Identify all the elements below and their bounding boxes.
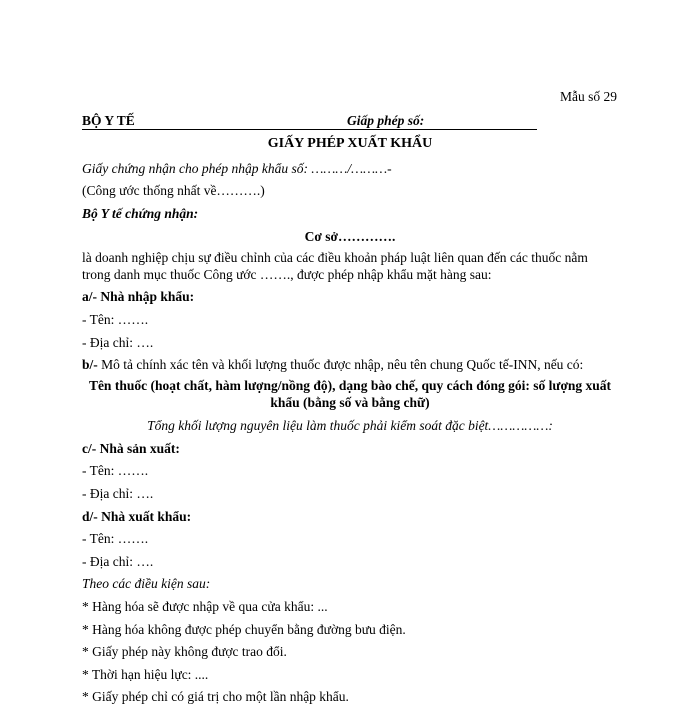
section-d-name: - Tên: ……. xyxy=(82,531,149,546)
section-b-label: b/- xyxy=(82,357,98,372)
conditions-heading: Theo các điều kiện sau: xyxy=(82,576,211,591)
section-a-heading: a/- Nhà nhập khẩu: xyxy=(82,289,195,304)
permit-number-label: Giấp phép số: xyxy=(347,113,425,128)
section-c-name: - Tên: ……. xyxy=(82,463,149,478)
section-a-address: - Địa chỉ: …. xyxy=(82,335,154,350)
section-d-address: - Địa chỉ: …. xyxy=(82,554,154,569)
intro-paragraph: là doanh nghiệp chịu sự điều chỉnh của các điều khoản pháp luật liên quan đến các thuốc nằm trong danh mục thuốc Công ước ……., được phép nhập khẩu mặt hàng sau: xyxy=(82,250,588,282)
section-a-name: - Tên: ……. xyxy=(82,312,149,327)
section-d-heading: d/- Nhà xuất khẩu: xyxy=(82,509,192,524)
condition-item: * Hàng hóa sẽ được nhập về qua cửa khẩu: ... xyxy=(82,599,328,614)
document-title: GIẤY PHÉP XUẤT KHẨU xyxy=(267,136,433,151)
form-number: Mẫu số 29 xyxy=(560,89,617,104)
section-b-line xyxy=(82,356,583,373)
drug-description-heading: Tên thuốc (hoạt chất, hàm lượng/nồng độ), dạng bào chế, quy cách đóng gói: số lượng xuất khẩu (bằng số và bằng chữ) xyxy=(88,378,612,410)
condition-item: * Giấy phép này không được trao đổi. xyxy=(82,644,287,659)
total-quantity-line: Tổng khối lượng nguyên liệu làm thuốc phải kiểm soát đặc biệt……………: xyxy=(147,418,553,433)
ministry-name: BỘ Y TẾ xyxy=(82,113,135,128)
facility-line: Cơ sở…………. xyxy=(304,229,396,244)
condition-item: * Thời hạn hiệu lực: .... xyxy=(82,667,209,682)
condition-item: * Hàng hóa không được phép chuyển bằng đường bưu điện. xyxy=(82,622,406,637)
condition-item: * Giấy phép chỉ có giá trị cho một lần nhập khẩu. xyxy=(82,689,349,704)
section-c-heading: c/- Nhà sản xuất: xyxy=(82,441,180,456)
ministry-certifies-line: Bộ Y tế chứng nhận: xyxy=(82,206,199,221)
section-c-address: - Địa chỉ: …. xyxy=(82,486,154,501)
header-row xyxy=(82,113,537,130)
import-certificate-line: Giấy chứng nhận cho phép nhập khẩu số: ………/………- xyxy=(82,161,392,176)
convention-line: (Công ước thống nhất về……….) xyxy=(82,183,265,198)
section-b-text: Mô tả chính xác tên và khối lượng thuốc được nhập, nêu tên chung Quốc tế-INN, nếu có: xyxy=(97,357,584,372)
